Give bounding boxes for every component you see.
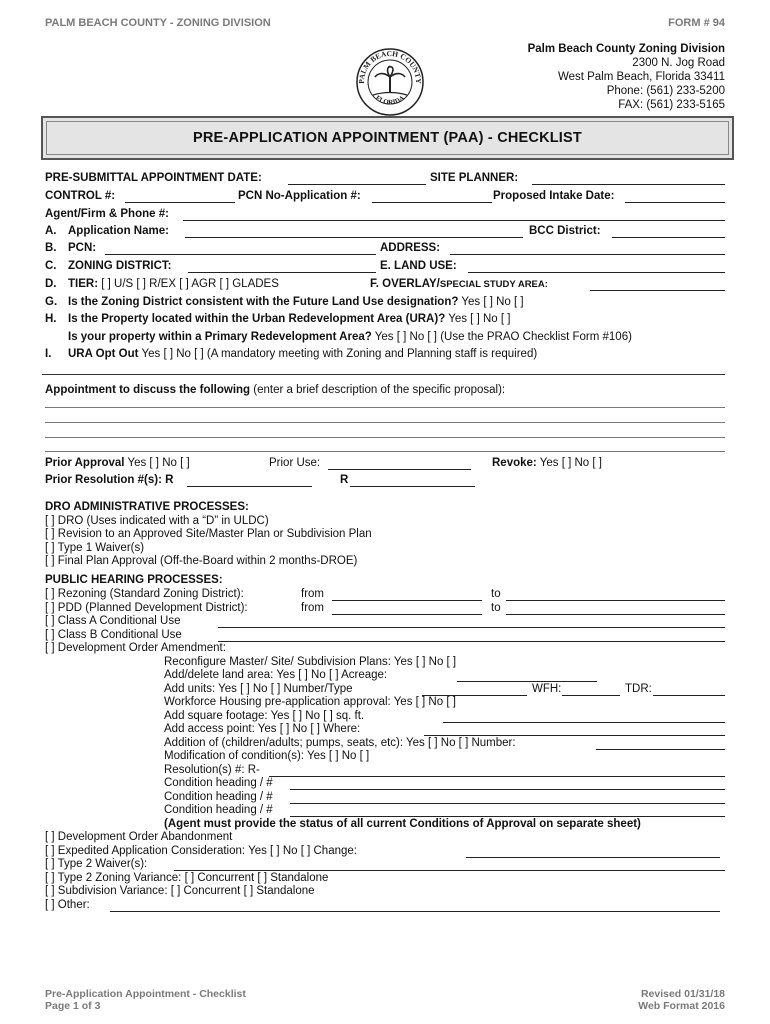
pdd-from-field[interactable] xyxy=(332,614,482,615)
description-line[interactable] xyxy=(45,451,725,452)
rezoning-to-field[interactable] xyxy=(506,600,725,601)
doa-abandonment-item[interactable]: [ ] Development Order Abandonment xyxy=(45,831,233,843)
svg-text:FLORIDA xyxy=(374,94,406,107)
seal-top-text: PALM BEACH COUNTY xyxy=(356,48,424,84)
type2-variance-item[interactable]: [ ] Type 2 Zoning Variance: [ ] Concurrent [ ] Standalone xyxy=(45,872,329,884)
condition-heading-label: Condition heading / # xyxy=(164,791,273,803)
form-number: FORM # 94 xyxy=(668,17,725,29)
ura-question: Is the Property located within the Urban Redevelopment Area (URA)? xyxy=(68,313,446,325)
dro-heading: DRO ADMINISTRATIVE PROCESSES: xyxy=(45,501,249,513)
control-label: CONTROL #: xyxy=(45,190,116,202)
zoning-district-field[interactable] xyxy=(188,272,376,273)
proposed-intake-label: Proposed Intake Date: xyxy=(493,190,615,202)
prior-use-field[interactable] xyxy=(328,469,471,470)
presubmittal-date-field[interactable] xyxy=(288,184,426,185)
ura-opt-out-options[interactable]: Yes [ ] No [ ] (A mandatory meeting with Zoning and Planning staff is required) xyxy=(141,348,538,360)
prior-resolution-field-1[interactable] xyxy=(187,486,312,487)
tdr-label: TDR: xyxy=(625,683,652,695)
rezoning-from-label: from xyxy=(301,588,324,600)
address-field[interactable] xyxy=(450,254,725,255)
item-g-letter: G. xyxy=(45,296,58,308)
appointment-label: Appointment to discuss the following xyxy=(45,384,251,396)
appointment-hint: (enter a brief description of the specific proposal): xyxy=(250,384,506,396)
land-use-label: E. LAND USE: xyxy=(380,260,457,272)
address-street: 2300 N. Jog Road xyxy=(632,57,725,69)
condition-heading-field[interactable] xyxy=(290,789,725,790)
tier-options[interactable]: [ ] U/S [ ] R/EX [ ] AGR [ ] GLADES xyxy=(101,278,279,290)
footer-page-number: Page 1 of 3 xyxy=(45,1000,101,1012)
item-i-letter: I. xyxy=(45,348,52,360)
public-hearing-heading: PUBLIC HEARING PROCESSES: xyxy=(45,574,223,586)
doa-item[interactable]: [ ] Development Order Amendment: xyxy=(45,642,226,654)
footer-web-format: Web Format 2016 xyxy=(638,1000,725,1012)
address-fax: FAX: (561) 233-5165 xyxy=(618,99,725,111)
revoke-options[interactable]: Yes [ ] No [ ] xyxy=(539,457,602,469)
address-city: West Palm Beach, Florida 33411 xyxy=(557,71,725,83)
item-b-letter: B. xyxy=(45,242,57,254)
item-d-letter: D. xyxy=(45,278,57,290)
other-item[interactable]: [ ] Other: xyxy=(45,899,90,911)
form-title: PRE-APPLICATION APPOINTMENT (PAA) - CHECKLIST xyxy=(46,121,729,155)
dro-item[interactable]: [ ] Final Plan Approval (Off-the-Board within 2 months-DROE) xyxy=(45,555,358,567)
type2-waiver-item[interactable]: [ ] Type 2 Waiver(s): xyxy=(45,858,148,870)
resolutions-label: Resolution(s) #: R- xyxy=(164,764,260,776)
prior-approval-label: Prior Approval xyxy=(45,457,125,469)
bcc-district-field[interactable] xyxy=(612,237,725,238)
class-a-item[interactable]: [ ] Class A Conditional Use xyxy=(45,615,181,627)
rezoning-to-label: to xyxy=(491,588,501,600)
item-h-letter: H. xyxy=(45,313,57,325)
pdd-to-label: to xyxy=(491,602,501,614)
addition-number-field[interactable] xyxy=(596,749,725,750)
overlay-small-label: SPECIAL STUDY AREA: xyxy=(439,279,548,290)
seal-bottom-text: FLORIDA xyxy=(373,93,407,107)
tier-row xyxy=(68,277,279,292)
reconfigure-row[interactable]: Reconfigure Master/ Site/ Subdivision Plans: Yes [ ] No [ ] xyxy=(164,656,457,668)
footer-revised: Revised 01/31/18 xyxy=(640,988,725,1000)
dro-item[interactable]: [ ] DRO (Uses indicated with a “D” in ULDC) xyxy=(45,515,269,527)
dro-item[interactable]: [ ] Type 1 Waiver(s) xyxy=(45,542,145,554)
condition-heading-field[interactable] xyxy=(290,803,725,804)
site-planner-label: SITE PLANNER: xyxy=(430,172,519,184)
agency-address xyxy=(528,42,725,112)
address-label: ADDRESS: xyxy=(380,242,441,254)
primary-redevelopment-options[interactable]: Yes [ ] No [ ] (Use the PRAO Checklist Form #106) xyxy=(374,331,632,343)
expedited-item[interactable]: [ ] Expedited Application Consideration: Yes [ ] No [ ] Change: xyxy=(45,845,357,857)
revoke-label: Revoke: xyxy=(492,457,537,469)
zoning-district-label: ZONING DISTRICT: xyxy=(68,260,172,272)
prior-approval-options[interactable]: Yes [ ] No [ ] xyxy=(127,457,190,469)
pdd-to-field[interactable] xyxy=(506,614,725,615)
rezoning-item[interactable]: [ ] Rezoning (Standard Zoning District): xyxy=(45,588,244,600)
class-a-field[interactable] xyxy=(218,627,725,628)
add-sqft-row[interactable]: Add square footage: Yes [ ] No [ ] sq. ft. xyxy=(164,710,365,722)
prior-resolution-r2: R xyxy=(340,474,349,486)
pdd-item[interactable]: [ ] PDD (Planned Development District): xyxy=(45,602,248,614)
footer-form-name: Pre-Application Appointment - Checklist xyxy=(45,988,246,1000)
agent-firm-field[interactable] xyxy=(183,220,725,221)
add-delete-row[interactable]: Add/delete land area: Yes [ ] No [ ] Acreage: xyxy=(164,669,388,681)
item-c-letter: C. xyxy=(45,260,57,272)
wfh-label: WFH: xyxy=(532,683,562,695)
agent-conditions-note: (Agent must provide the status of all current Conditions of Approval on separate sheet) xyxy=(164,818,641,830)
tdr-field[interactable] xyxy=(653,695,725,696)
wfh-field[interactable] xyxy=(562,695,620,696)
zoning-consistent-options[interactable]: Yes [ ] No [ ] xyxy=(461,296,524,308)
proposed-intake-field[interactable] xyxy=(625,202,725,203)
description-line[interactable] xyxy=(45,422,725,423)
add-units-row[interactable]: Add units: Yes [ ] No [ ] Number/Type xyxy=(164,683,353,695)
modification-row[interactable]: Modification of condition(s): Yes [ ] No [ ] xyxy=(164,750,370,762)
ura-opt-out-label: URA Opt Out xyxy=(68,348,139,360)
overlay-row xyxy=(370,277,548,292)
address-org: Palm Beach County Zoning Division xyxy=(527,43,725,55)
application-name-field[interactable] xyxy=(185,237,523,238)
class-b-field[interactable] xyxy=(218,641,725,642)
resolutions-field[interactable] xyxy=(269,776,725,777)
footer-left xyxy=(45,988,246,1012)
dro-item[interactable]: [ ] Revision to an Approved Site/Master Plan or Subdivision Plan xyxy=(45,528,372,540)
subdivision-variance-item[interactable]: [ ] Subdivision Variance: [ ] Concurrent [ ] Standalone xyxy=(45,885,315,897)
prior-resolution-label: Prior Resolution #(s): R xyxy=(45,474,174,486)
control-field[interactable] xyxy=(125,202,235,203)
item-a-letter: A. xyxy=(45,225,57,237)
section-divider xyxy=(42,374,725,375)
condition-heading-label: Condition heading / # xyxy=(164,804,273,816)
agency-header: PALM BEACH COUNTY - ZONING DIVISION xyxy=(45,17,271,29)
primary-redevelopment-question: Is your property within a Primary Redevelopment Area? xyxy=(68,331,372,343)
ura-options[interactable]: Yes [ ] No [ ] xyxy=(448,313,511,325)
address-phone: Phone: (561) 233-5200 xyxy=(606,85,725,97)
presubmittal-date-label: PRE-SUBMITTAL APPOINTMENT DATE: xyxy=(45,172,262,184)
condition-heading-label: Condition heading / # xyxy=(164,777,273,789)
land-use-field[interactable] xyxy=(468,272,725,273)
pcn-no-app-field[interactable] xyxy=(372,202,492,203)
addition-of-row[interactable]: Addition of (children/adults; pumps, seats, etc): Yes [ ] No [ ] Number: xyxy=(164,737,516,749)
prior-resolution-field-2[interactable] xyxy=(350,486,475,487)
acreage-field[interactable] xyxy=(457,681,597,682)
prior-use-label: Prior Use: xyxy=(269,457,321,469)
tier-label: TIER: xyxy=(68,278,99,290)
bcc-district-label: BCC District: xyxy=(529,225,601,237)
zoning-consistent-question: Is the Zoning District consistent with the Future Land Use designation? xyxy=(68,296,459,308)
title-box xyxy=(41,116,734,160)
rezoning-from-field[interactable] xyxy=(332,600,482,601)
sqft-field[interactable] xyxy=(443,722,725,723)
site-planner-field[interactable] xyxy=(532,184,725,185)
overlay-label: F. OVERLAY/ xyxy=(370,278,440,290)
description-line[interactable] xyxy=(45,437,725,438)
county-seal-icon xyxy=(355,47,425,117)
other-field[interactable] xyxy=(110,911,720,912)
overlay-field[interactable] xyxy=(590,290,725,291)
class-b-item[interactable]: [ ] Class B Conditional Use xyxy=(45,629,182,641)
footer-right xyxy=(638,988,725,1012)
pdd-from-label: from xyxy=(301,602,324,614)
application-name-label: Application Name: xyxy=(68,225,169,237)
pcn-label: PCN: xyxy=(68,242,97,254)
expedited-change-field[interactable] xyxy=(466,857,720,858)
pcn-no-app-label: PCN No-Application #: xyxy=(238,190,361,202)
description-line[interactable] xyxy=(45,407,725,408)
agent-firm-label: Agent/Firm & Phone #: xyxy=(45,208,169,220)
workforce-row[interactable]: Workforce Housing pre-application approval: Yes [ ] No [ ] xyxy=(164,696,456,708)
add-access-row[interactable]: Add access point: Yes [ ] No [ ] Where: xyxy=(164,723,361,735)
pcn-field[interactable] xyxy=(105,254,376,255)
